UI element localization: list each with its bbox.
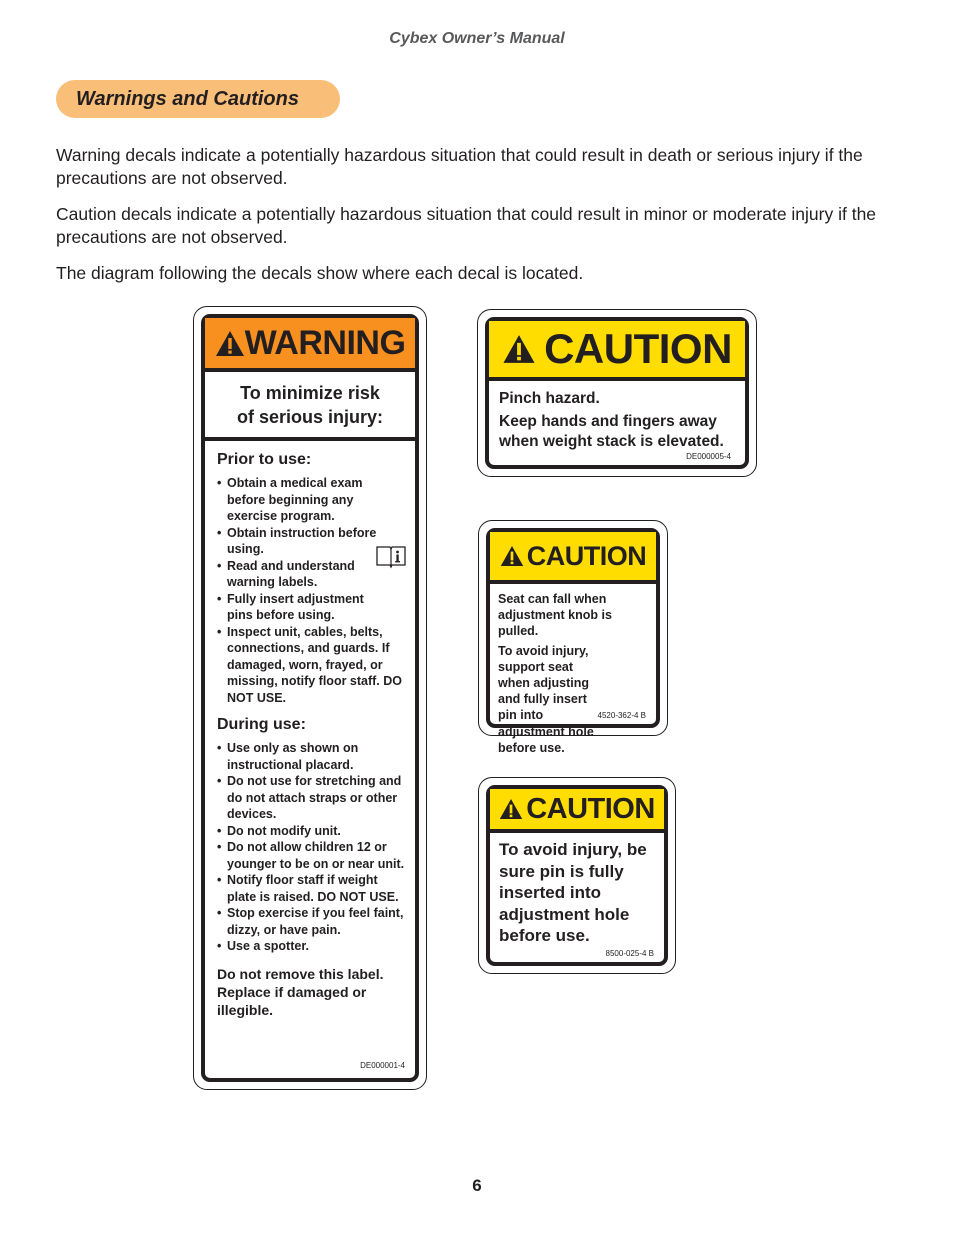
list-item: • Fully insert adjustment pins before using.: [217, 591, 407, 624]
caution-decal-code: 8500-025-4 B: [605, 949, 654, 958]
caution-decal-code: DE000005-4: [686, 452, 731, 461]
warning-description: Warning decals indicate a potentially hazardous situation that could result in death or serious injury if the precautions are not observed.: [56, 145, 863, 188]
list-item: • Notify floor staff if weight plate is raised. DO NOT USE.: [217, 872, 407, 905]
warning-subtitle: [205, 372, 415, 441]
alert-triangle-icon: [215, 330, 245, 357]
manual-info-icon: [375, 544, 407, 568]
alert-triangle-icon: [502, 334, 536, 364]
during-list: [217, 740, 407, 955]
caution-signal-panel: [490, 532, 656, 584]
warning-signal-panel: [205, 318, 415, 372]
caution-signal-word: CAUTION: [526, 540, 647, 571]
caution-decal-code: 4520-362-4 B: [597, 711, 646, 720]
caution-decal-pinch: [477, 309, 757, 477]
warning-decal-border: [201, 314, 419, 1082]
section-title: Warnings and Cautions: [56, 80, 340, 118]
warning-decal-code: DE000001-4: [360, 1061, 405, 1070]
list-item: • Read and understand warning labels.: [217, 558, 407, 591]
warning-decal: [193, 306, 427, 1090]
caution-decal-border: [486, 785, 668, 966]
alert-triangle-icon: [500, 545, 524, 567]
warning-body: [205, 441, 415, 1019]
warning-subtitle-line1: To minimize risk: [240, 382, 380, 403]
caution-body: [489, 381, 745, 452]
during-heading: During use:: [217, 716, 306, 733]
caution-decal-pin: [478, 777, 676, 974]
caution-signal-word: CAUTION: [526, 792, 655, 825]
caution-body: [490, 584, 656, 756]
caution-signal-panel: [489, 321, 745, 381]
list-item: • Do not modify unit.: [217, 823, 407, 840]
warning-signal-word: WARNING: [244, 323, 406, 362]
caution-description: Caution decals indicate a potentially hazardous situation that could result in minor or moderate injury if the precautions are not observed.: [56, 204, 877, 247]
caution-signal-panel: [490, 789, 664, 833]
caution-line: Pinch hazard.: [499, 390, 600, 407]
prior-list: [217, 475, 407, 706]
caution-body: [490, 833, 664, 947]
caution-line: Keep hands and fingers away when weight stack is elevated.: [499, 413, 724, 450]
list-item: • Inspect unit, cables, belts, connections, and guards. If damaged, worn, frayed, or missing, notify floor staff. DO NOT USE.: [217, 624, 407, 707]
caution-line: Seat can fall when adjustment knob is pulled.: [498, 592, 612, 639]
list-item: • Obtain a medical exam before beginning any exercise program.: [217, 475, 407, 525]
manual-header: Cybex Owner’s Manual: [389, 30, 565, 47]
caution-line: To avoid injury, support seat when adjusting and fully insert pin into adjustment hole before use.: [498, 643, 594, 755]
list-item: • Obtain instruction before using.: [217, 525, 407, 558]
caution-decal-seat: [478, 520, 668, 755]
prior-heading: Prior to use:: [217, 451, 312, 468]
diagram-note: The diagram following the decals show where each decal is located.: [56, 263, 584, 283]
page-number: 6: [472, 1176, 482, 1195]
warning-subtitle-line2: of serious injury:: [236, 406, 384, 427]
caution-line: To avoid injury, be sure pin is fully inserted into adjustment hole before use.: [499, 840, 647, 945]
alert-triangle-icon: [499, 798, 523, 820]
list-item: • Do not use for stretching and do not attach straps or other devices.: [217, 773, 407, 823]
warning-footer: Do not remove this label. Replace if damaged or illegible.: [217, 965, 384, 1018]
list-item: • Use a spotter.: [217, 938, 407, 955]
caution-signal-word: CAUTION: [544, 325, 732, 372]
caution-decal-border: [486, 528, 660, 755]
list-item: • Use only as shown on instructional placard.: [217, 740, 407, 773]
list-item: • Stop exercise if you feel faint, dizzy, or have pain.: [217, 905, 407, 938]
caution-decal-border: [485, 317, 749, 469]
list-item: • Do not allow children 12 or younger to be on or near unit.: [217, 839, 407, 872]
